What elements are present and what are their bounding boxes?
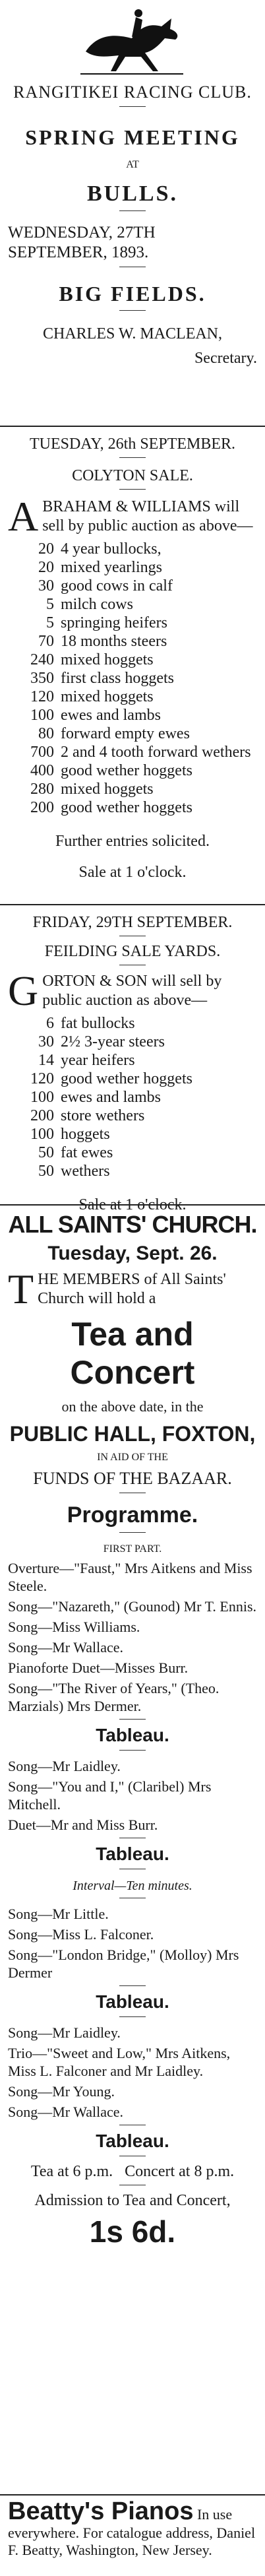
lot-row bbox=[8, 614, 257, 632]
feilding-title: FEILDING SALE YARDS. bbox=[44, 943, 221, 960]
colyton-sale-ad bbox=[0, 435, 265, 882]
intro-text: HE MEMBERS of All Saints' Church will hold a bbox=[38, 1271, 226, 1307]
admission-label: Admission to Tea and Concert, bbox=[34, 2192, 231, 2209]
fields-notice: BIG FIELDS. bbox=[59, 282, 206, 306]
lot-quantity: 50 bbox=[38, 1163, 54, 1180]
lot-row bbox=[8, 1162, 257, 1180]
feilding-list bbox=[8, 1014, 257, 1180]
first-part-label: FIRST PART. bbox=[103, 1543, 162, 1555]
programme-item: Song—"The River of Years," (Theo. Marzials) Mrs Dermer. bbox=[8, 1680, 220, 1714]
programme-item: Song—Miss Williams. bbox=[8, 1619, 140, 1635]
programme-item: Trio—"Sweet and Low," Mrs Aitkens, Miss L. Falconer and Mr Laidley. bbox=[8, 2045, 231, 2079]
lot-description: mixed hoggets bbox=[61, 781, 154, 798]
lot-description: 4 year bullocks, bbox=[61, 540, 162, 558]
lot-description: fat ewes bbox=[61, 1144, 113, 1161]
lot-description: wethers bbox=[61, 1163, 110, 1180]
horse-rider-icon bbox=[79, 5, 185, 78]
lot-row bbox=[8, 577, 257, 595]
colyton-list bbox=[8, 540, 257, 817]
intro-text: BRAHAM & WILLIAMS will sell by public auction as above— bbox=[42, 498, 253, 534]
lot-description: first class hoggets bbox=[61, 670, 174, 687]
lot-description: springing heifers bbox=[61, 614, 167, 631]
lot-row bbox=[8, 1088, 257, 1107]
divider bbox=[0, 2494, 265, 2496]
programme-item: Song—Mr Wallace. bbox=[8, 2104, 124, 2120]
lot-description: 2 and 4 tooth forward wethers bbox=[61, 744, 251, 761]
lot-row bbox=[8, 761, 257, 780]
lot-quantity: 30 bbox=[38, 1033, 54, 1050]
colyton-date: TUESDAY, 26th SEPTEMBER. bbox=[29, 435, 236, 453]
beatty-name: Beatty's Pianos bbox=[8, 2497, 194, 2525]
tableau-3: Tableau. bbox=[96, 1991, 169, 2012]
church-ad bbox=[0, 1211, 265, 2249]
tableau-2: Tableau. bbox=[96, 1844, 169, 1864]
beatty-body bbox=[8, 2498, 257, 2559]
beatty-ad bbox=[0, 2498, 265, 2559]
funds-label: FUNDS OF THE BAZAAR. bbox=[33, 1469, 232, 1488]
programme-part-4 bbox=[8, 2024, 257, 2121]
venue: PUBLIC HALL, FOXTON, bbox=[9, 1422, 256, 1446]
programme-part-2 bbox=[8, 1757, 257, 1834]
lot-row bbox=[8, 724, 257, 743]
lot-description: mixed hoggets bbox=[61, 688, 154, 705]
tableau-1: Tableau. bbox=[96, 1725, 169, 1745]
divider bbox=[0, 904, 265, 905]
lot-description: good cows in calf bbox=[61, 577, 173, 595]
programme-item: Song—Mr Little. bbox=[8, 1906, 109, 1922]
racing-club-ad bbox=[0, 82, 265, 368]
church-title: ALL SAINTS' CHURCH. bbox=[8, 1211, 257, 1238]
lot-row bbox=[8, 1033, 257, 1051]
programme-part-1 bbox=[8, 1559, 257, 1715]
event-on: on the above date, in the bbox=[61, 1398, 204, 1415]
lot-row bbox=[8, 743, 257, 761]
interval-note: Interval—Ten minutes. bbox=[73, 1879, 192, 1893]
lot-description: forward empty ewes bbox=[61, 725, 190, 742]
sale-time: Sale at 1 o'clock. bbox=[78, 864, 187, 881]
programme-item: Overture—"Faust," Mrs Aitkens and Miss Steele. bbox=[8, 1560, 252, 1594]
programme-heading: Programme. bbox=[67, 1502, 198, 1528]
tea-time: Tea at 6 p.m. Concert at 8 p.m. bbox=[30, 2163, 235, 2180]
programme-part-3 bbox=[8, 1905, 257, 1981]
programme-item: Duet—Mr and Miss Burr. bbox=[8, 1817, 158, 1833]
aid-label: IN AID OF THE bbox=[97, 1452, 168, 1463]
lot-row bbox=[8, 1014, 257, 1033]
lot-description: good wether hoggets bbox=[61, 762, 192, 779]
lot-quantity: 700 bbox=[30, 744, 54, 761]
lot-quantity: 100 bbox=[30, 1126, 54, 1143]
programme-item: Song—"You and I," (Claribel) Mrs Mitchell. bbox=[8, 1778, 212, 1813]
programme-item: Song—Mr Laidley. bbox=[8, 2024, 121, 2041]
lot-description: 18 months steers bbox=[61, 633, 167, 650]
colyton-intro bbox=[8, 493, 257, 540]
intro-text: ORTON & SON will sell by public auction as above— bbox=[42, 973, 222, 1009]
lot-description: store wethers bbox=[61, 1107, 145, 1124]
beatty-text: In use everywhere. For catalogue address, Daniel F. Beatty, Washington, New Jersey. bbox=[8, 2506, 256, 2558]
lot-description: mixed hoggets bbox=[61, 651, 154, 668]
lot-quantity: 200 bbox=[30, 799, 54, 816]
lot-row bbox=[8, 688, 257, 706]
dropcap: A bbox=[8, 493, 39, 540]
further-entries: Further entries solicited. bbox=[55, 833, 210, 850]
lot-description: year heifers bbox=[61, 1052, 135, 1069]
programme-item: Song—Mr Young. bbox=[8, 2083, 115, 2100]
lot-quantity: 200 bbox=[30, 1107, 54, 1124]
programme-item: Song—Miss L. Falconer. bbox=[8, 1926, 154, 1943]
lot-description: milch cows bbox=[61, 596, 133, 613]
club-name: RANGITIKEI RACING CLUB. bbox=[13, 82, 252, 102]
lot-quantity: 30 bbox=[38, 577, 54, 595]
programme-item: Song—"London Bridge," (Molloy) Mrs Dermer bbox=[8, 1947, 239, 1981]
lot-quantity: 20 bbox=[38, 540, 54, 558]
lot-quantity: 350 bbox=[30, 670, 54, 687]
divider bbox=[0, 426, 265, 427]
lot-quantity: 100 bbox=[30, 707, 54, 724]
dropcap: T bbox=[8, 1266, 34, 1312]
lot-row bbox=[8, 669, 257, 688]
lot-quantity: 240 bbox=[30, 651, 54, 668]
lot-row bbox=[8, 1125, 257, 1143]
secretary-title: Secretary. bbox=[194, 350, 257, 367]
lot-description: good wether hoggets bbox=[61, 1070, 192, 1087]
lot-description: ewes and lambs bbox=[61, 1089, 161, 1106]
lot-row bbox=[8, 780, 257, 798]
colyton-title: COLYTON SALE. bbox=[72, 467, 193, 484]
secretary-name: CHARLES W. MACLEAN, bbox=[42, 325, 223, 342]
event-title: Tea and Concert bbox=[70, 1316, 195, 1391]
lot-row bbox=[8, 1107, 257, 1125]
lot-quantity: 100 bbox=[30, 1089, 54, 1106]
lot-description: 2½ 3-year steers bbox=[61, 1033, 165, 1050]
lot-row bbox=[8, 1051, 257, 1070]
lot-quantity: 70 bbox=[38, 633, 54, 650]
dropcap: G bbox=[8, 967, 39, 1014]
lot-quantity: 120 bbox=[30, 1070, 54, 1087]
lot-row bbox=[8, 632, 257, 651]
lot-quantity: 280 bbox=[30, 781, 54, 798]
lot-row bbox=[8, 798, 257, 817]
lot-row bbox=[8, 540, 257, 558]
admission-price: 1s 6d. bbox=[89, 2214, 176, 2249]
lot-quantity: 50 bbox=[38, 1144, 54, 1161]
lot-quantity: 6 bbox=[46, 1015, 54, 1032]
lot-quantity: 400 bbox=[30, 762, 54, 779]
lot-quantity: 20 bbox=[38, 559, 54, 576]
lot-row bbox=[8, 706, 257, 724]
church-date: Tuesday, Sept. 26. bbox=[47, 1242, 218, 1264]
lot-row bbox=[8, 1143, 257, 1162]
race-date: WEDNESDAY, 27TH SEPTEMBER, 1893. bbox=[8, 224, 156, 261]
lot-quantity: 14 bbox=[38, 1052, 54, 1069]
lot-quantity: 5 bbox=[46, 596, 54, 613]
lot-description: hoggets bbox=[61, 1126, 110, 1143]
church-intro bbox=[8, 1266, 257, 1312]
lot-row bbox=[8, 1070, 257, 1088]
lot-quantity: 5 bbox=[46, 614, 54, 631]
programme-item: Pianoforte Duet—Misses Burr. bbox=[8, 1659, 189, 1676]
feilding-date: FRIDAY, 29TH SEPTEMBER. bbox=[32, 914, 233, 931]
lot-row bbox=[8, 651, 257, 669]
meeting-title: SPRING MEETING bbox=[25, 125, 240, 149]
lot-quantity: 120 bbox=[30, 688, 54, 705]
place-name: BULLS. bbox=[87, 181, 178, 206]
feilding-intro bbox=[8, 967, 257, 1014]
programme-item: Song—Mr Wallace. bbox=[8, 1639, 124, 1656]
lot-description: good wether hoggets bbox=[61, 799, 192, 816]
feilding-sale-ad bbox=[0, 914, 265, 1214]
sale-time: Sale at 1 o'clock. bbox=[78, 1196, 187, 1213]
lot-description: fat bullocks bbox=[61, 1015, 135, 1032]
lot-description: ewes and lambs bbox=[61, 707, 161, 724]
lot-row bbox=[8, 595, 257, 614]
divider bbox=[0, 1204, 265, 1206]
programme-item: Song—Mr Laidley. bbox=[8, 1758, 121, 1774]
lot-description: mixed yearlings bbox=[61, 559, 162, 576]
lot-quantity: 80 bbox=[38, 725, 54, 742]
at-label: AT bbox=[126, 159, 139, 170]
lot-row bbox=[8, 558, 257, 577]
programme-item: Song—"Nazareth," (Gounod) Mr T. Ennis. bbox=[8, 1598, 257, 1615]
tableau-4: Tableau. bbox=[96, 2131, 169, 2151]
